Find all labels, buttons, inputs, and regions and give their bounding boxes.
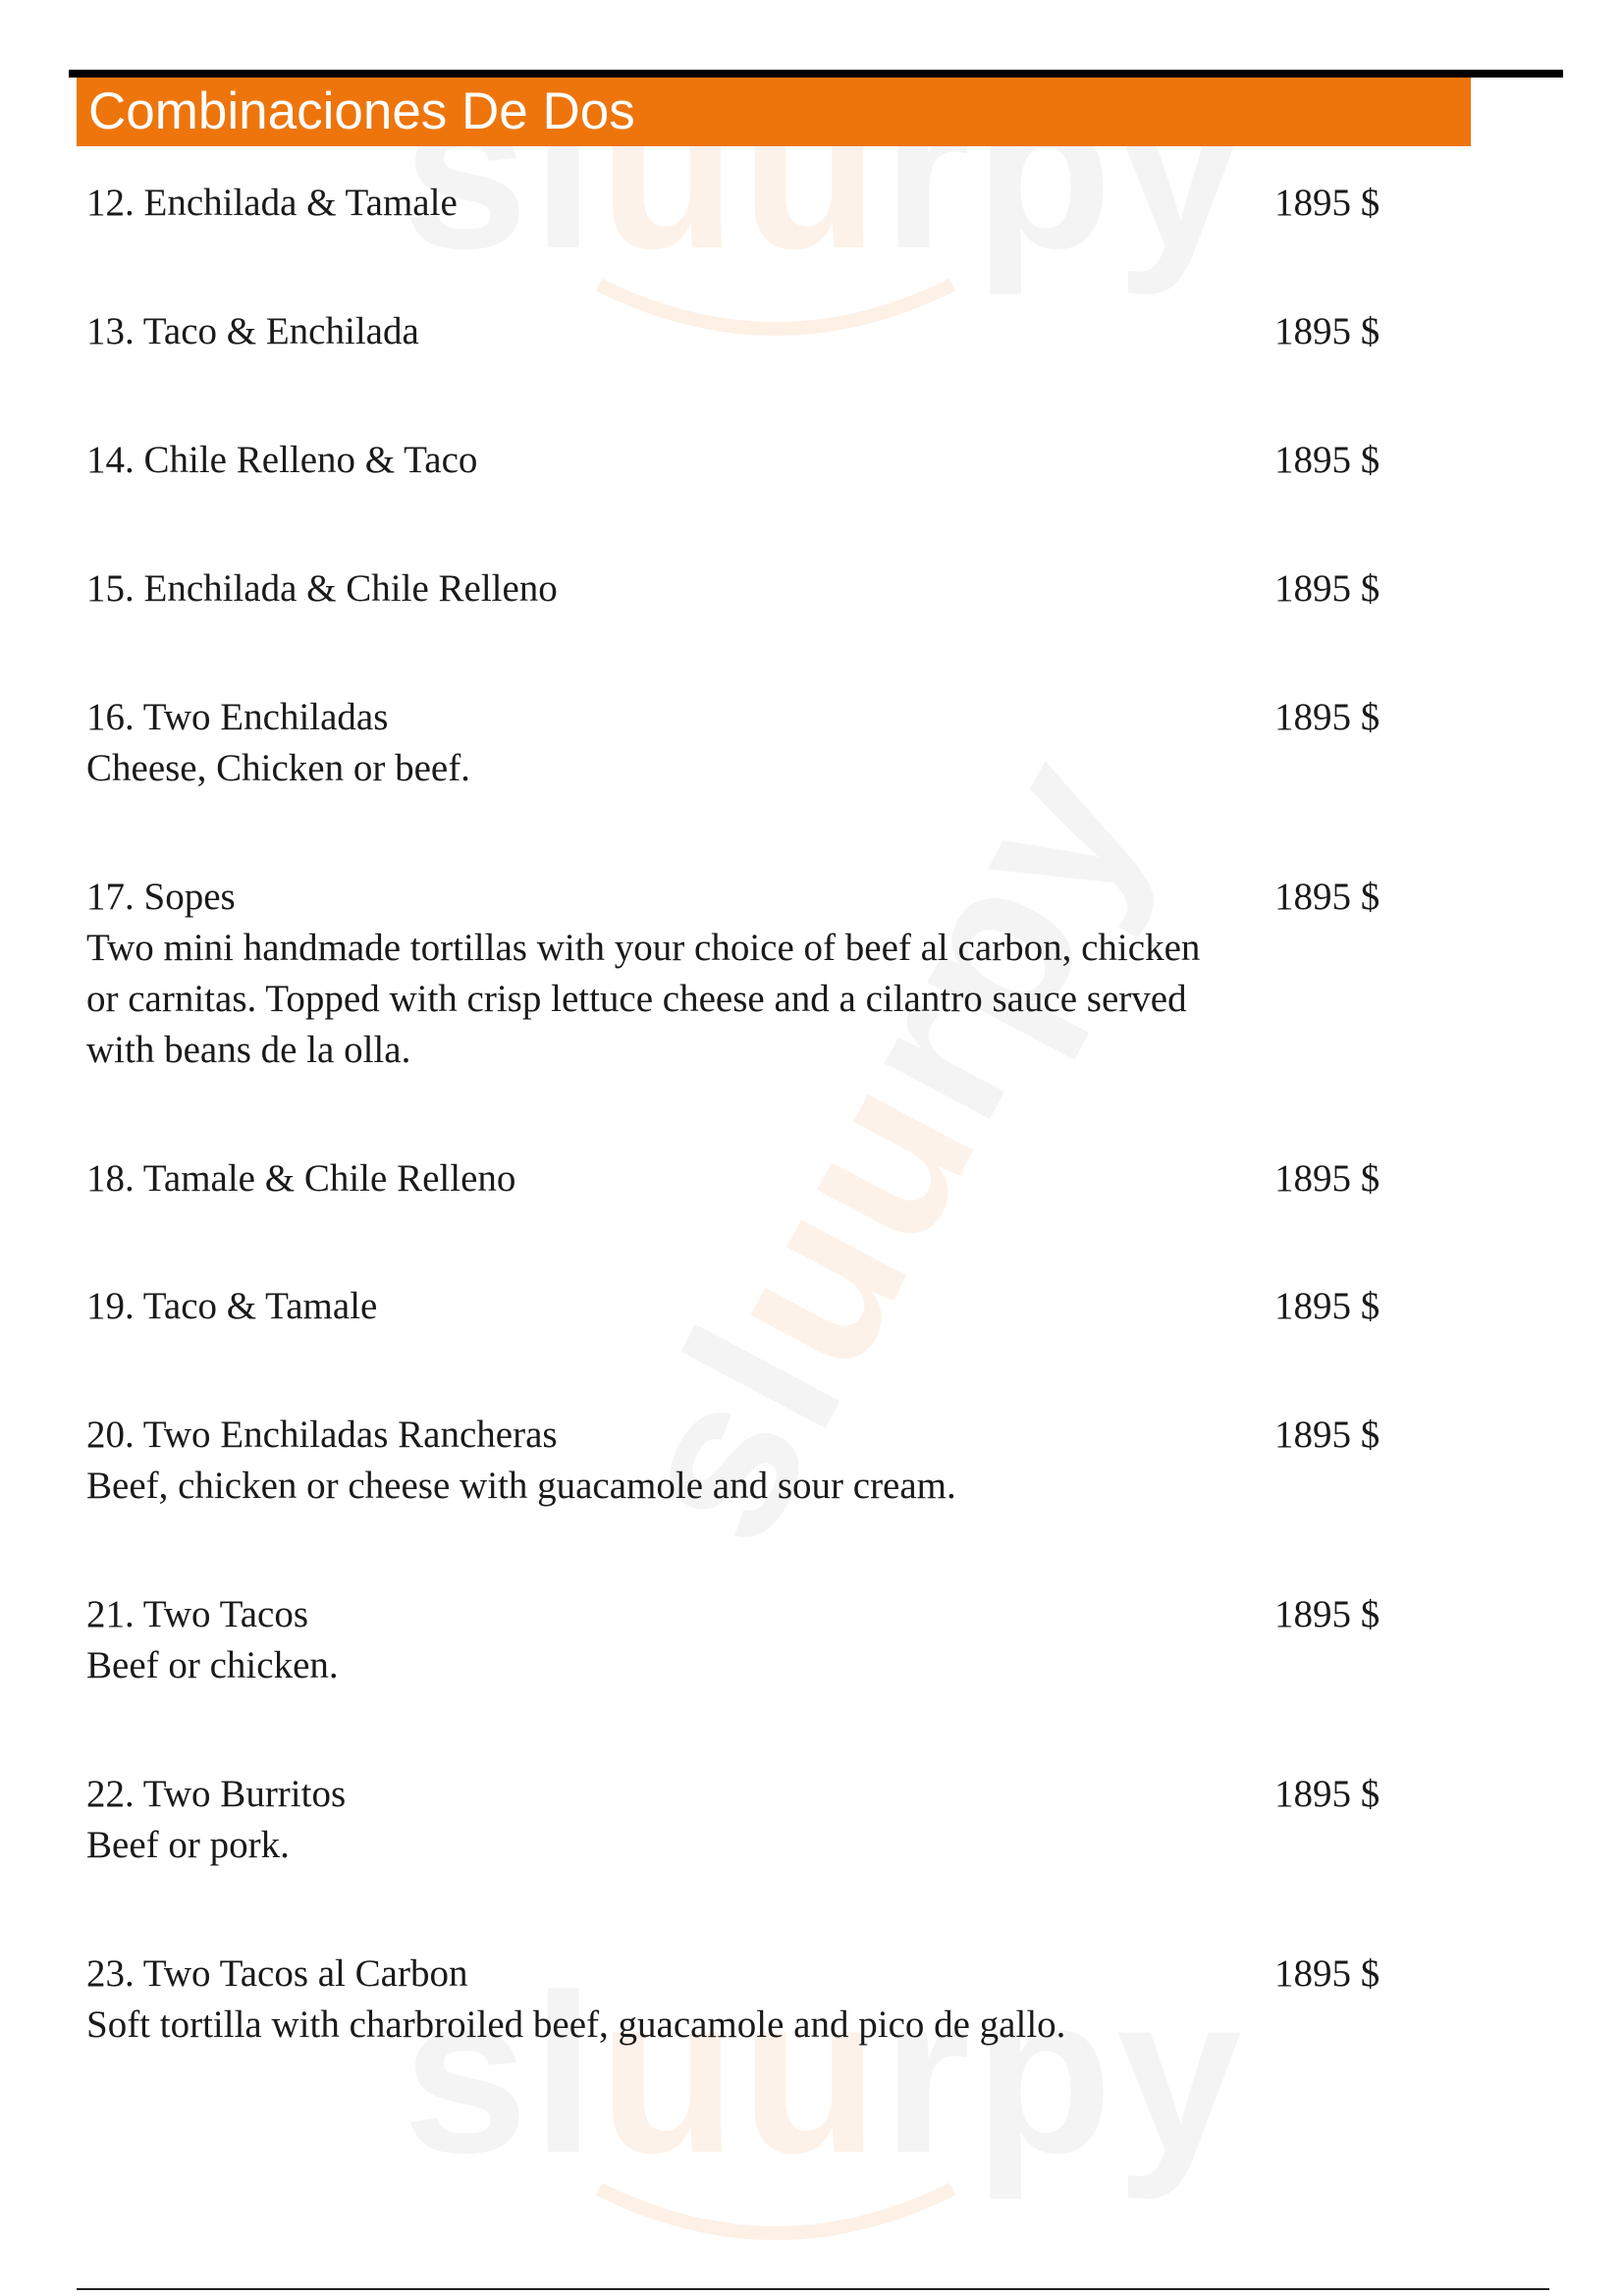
watermark-logo-bottom: uu xyxy=(598,1948,883,2200)
item-name: 17. Sopes xyxy=(86,876,236,918)
section-banner xyxy=(77,78,1471,146)
menu-item xyxy=(86,306,1402,357)
menu-item xyxy=(86,435,1402,486)
item-price: 1895 $ xyxy=(1274,1414,1380,1456)
watermark-logo-middle: uu xyxy=(669,1037,1025,1407)
item-price: 1895 $ xyxy=(1274,1593,1380,1635)
menu-item xyxy=(86,1153,1402,1204)
item-name: 16. Two Enchiladas xyxy=(86,696,389,738)
item-name: 19. Taco & Tamale xyxy=(86,1285,378,1327)
menu-item xyxy=(86,872,1402,1076)
item-price: 1895 $ xyxy=(1274,1157,1380,1200)
menu-item xyxy=(86,1589,1402,1691)
item-price: 1895 $ xyxy=(1274,696,1380,738)
item-description: Two mini handmade tortillas with your choice of beef al carbon, chicken or carnitas. Topped with crisp lettuce cheese and a cilantro sauce served with beans de la olla. xyxy=(86,927,1201,1071)
watermark-swoosh-icon xyxy=(589,2169,962,2268)
item-price: 1895 $ xyxy=(1274,310,1380,352)
item-price: 1895 $ xyxy=(1274,876,1380,918)
menu-item xyxy=(86,1281,1402,1332)
item-name: 12. Enchilada & Tamale xyxy=(86,182,458,224)
menu-item xyxy=(86,563,1402,614)
section-title: Combinaciones De Dos xyxy=(88,82,635,140)
item-name: 23. Two Tacos al Carbon xyxy=(86,1952,468,1995)
item-name: 21. Two Tacos xyxy=(86,1593,309,1635)
item-description: Beef, chicken or cheese with guacamole and sour cream. xyxy=(86,1465,956,1507)
item-price: 1895 $ xyxy=(1274,567,1380,610)
item-name: 18. Tamale & Chile Relleno xyxy=(86,1157,516,1200)
item-name: 22. Two Burritos xyxy=(86,1773,347,1815)
item-description: Cheese, Chicken or beef. xyxy=(86,747,470,789)
item-name: 13. Taco & Enchilada xyxy=(86,310,419,352)
item-description: Soft tortilla with charbroiled beef, guacamole and pico de gallo. xyxy=(86,2003,1066,2046)
menu-item xyxy=(86,692,1402,794)
item-price: 1895 $ xyxy=(1274,1285,1380,1327)
item-price: 1895 $ xyxy=(1274,1773,1380,1815)
item-name: 15. Enchilada & Chile Relleno xyxy=(86,567,558,610)
menu-item xyxy=(86,1769,1402,1871)
item-name: 14. Chile Relleno & Taco xyxy=(86,439,478,481)
bottom-divider xyxy=(77,2288,1549,2290)
menu-item xyxy=(86,178,1402,229)
item-price: 1895 $ xyxy=(1274,1952,1380,1995)
item-price: 1895 $ xyxy=(1274,439,1380,481)
menu-item xyxy=(86,1410,1402,1512)
item-price: 1895 $ xyxy=(1274,182,1380,224)
item-description: Beef or pork. xyxy=(86,1824,290,1866)
item-description: Beef or chicken. xyxy=(86,1644,339,1686)
watermark-logo-top: uu xyxy=(598,43,883,295)
menu-item xyxy=(86,1949,1402,2051)
item-name: 20. Two Enchiladas Rancheras xyxy=(86,1414,558,1456)
top-divider xyxy=(69,70,1563,78)
